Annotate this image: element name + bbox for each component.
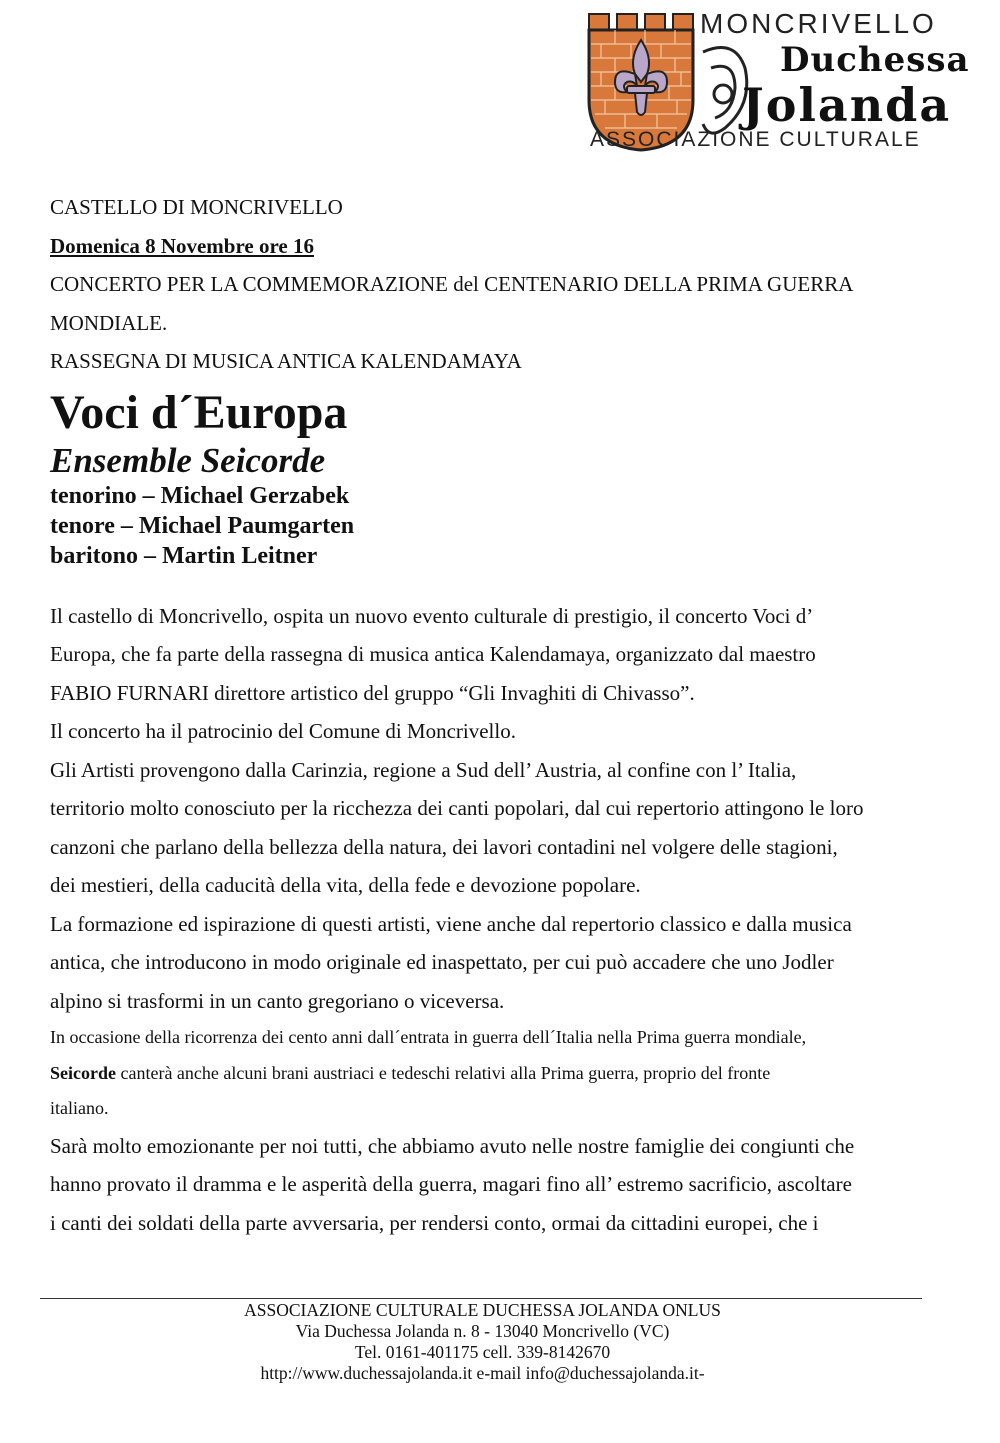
paragraph-line: FABIO FURNARI direttore artistico del gruppo “Gli Invaghiti di Chivasso”. [50,680,695,705]
concert-title: Voci d´Europa [50,385,348,439]
document-body [50,188,930,1242]
footer-org: ASSOCIAZIONE CULTURALE DUCHESSA JOLANDA ONLUS [244,1300,721,1320]
paragraph-line: canzoni che parlano della bellezza della natura, dei lavori contadini nel volgere delle stagioni, [50,834,838,859]
ensemble-member: tenorino – Michael Gerzabek [50,482,350,509]
paragraph-line: Europa, che fa parte della rassegna di musica antica Kalendamaya, organizzato dal maestro [50,642,816,666]
venue: CASTELLO DI MONCRIVELLO [50,195,343,219]
paragraph-line: Il concerto ha il patrocinio del Comune di Moncrivello. [50,719,516,743]
paragraph-line: alpino si trasformi in un canto gregoriano o viceversa. [50,988,505,1013]
celtic-knot-ornament [703,48,747,134]
paragraph-line-small [50,1056,930,1092]
castle-battlements [589,14,693,30]
ensemble-name: Ensemble Seicorde [50,440,326,480]
ensemble-member: baritono – Martin Leitner [50,542,318,569]
logo-name-jolanda: Jolanda [742,78,952,132]
footer [0,1300,965,1384]
event-description-line: CONCERTO PER LA COMMEMORAZIONE del CENTENARIO DELLA PRIMA GUERRA [50,272,854,296]
footer-address: Via Duchessa Jolanda n. 8 - 13040 Moncrivello (VC) [295,1321,670,1341]
event-description-line: MONDIALE. [50,310,168,335]
paragraph-line: La formazione ed ispirazione di questi artisti, viene anche dal repertorio classico e dalla musica [50,911,852,936]
paragraph-line: Sarà molto emozionante per noi tutti, che abbiamo avuto nelle nostre famiglie dei congiunti che [50,1133,855,1158]
paragraph-line: hanno provato il dramma e le asperità della guerra, magari fino all’ estremo sacrificio, ascoltare [50,1172,852,1196]
footer-phone: Tel. 0161-401175 cell. 339-8142670 [354,1342,611,1362]
paragraph-line: Gli Artisti provengono dalla Carinzia, regione a Sud dell’ Austria, al confine con l’ Italia, [50,757,797,782]
paragraph-line: Il castello di Moncrivello, ospita un nuovo evento culturale di prestigio, il concerto Voci d’ [50,603,814,628]
logo-subtitle: ASSOCIAZIONE CULTURALE [590,128,921,151]
footer-divider [40,1298,922,1299]
ensemble-member: tenore – Michael Paumgarten [50,512,355,539]
paragraph-line: territorio molto conosciuto per la ricchezza dei canti popolari, dal cui repertorio attingono le loro [50,796,864,820]
body-text [50,597,930,1243]
event-date: Domenica 8 Novembre ore 16 [50,233,314,258]
series-name: RASSEGNA DI MUSICA ANTICA KALENDAMAYA [50,349,522,373]
paragraph-text: canterà anche alcuni brani austriaci e tedeschi relativi alla Prima guerra, proprio del fronte [115,1062,771,1083]
paragraph-line: antica, che introducono in modo originale ed inaspettato, per cui può accadere che uno Jodler [50,950,834,974]
paragraph-line: i canti dei soldati della parte avversaria, per rendersi conto, ormai da cittadini europei, che i [50,1210,819,1235]
paragraph-line-small: italiano. [50,1098,109,1118]
footer-web: http://www.duchessajolanda.it e-mail info@duchessajolanda.it- [260,1363,705,1383]
logo-town-name: MONCRIVELLO [700,8,937,39]
logo-name-duchessa: Duchessa [780,40,970,80]
paragraph-line-small: In occasione della ricorrenza dei cento anni dall´entrata in guerra dell´Italia nella Prima guerra mondiale, [50,1027,807,1047]
ensemble-name-inline: Seicorde [50,1062,116,1083]
paragraph-line: dei mestieri, della caducità della vita, della fede e devozione popolare. [50,873,641,897]
